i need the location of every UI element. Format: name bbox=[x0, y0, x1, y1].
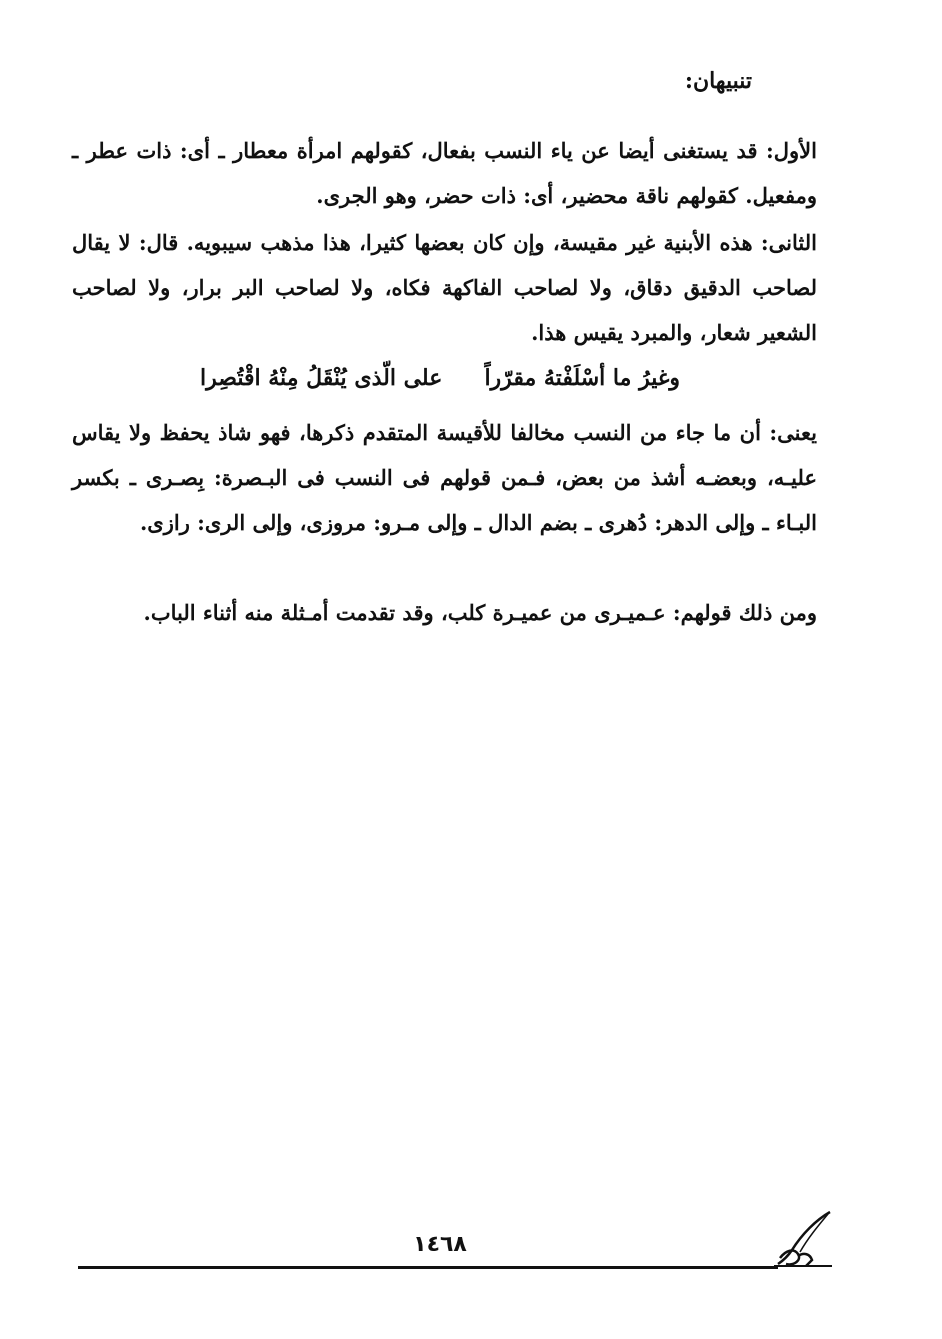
verse-second-hemistich: على الّذى يُنْقَلُ مِنْهُ اقْتُصِرا bbox=[200, 365, 443, 391]
term-first: الأول: bbox=[766, 138, 817, 163]
verse-line bbox=[200, 356, 680, 401]
paragraph-closing-text: ومن ذلك قولهم: عـميـرى من عميـرة كلب، وقد تقدمت أمـثلة منه أثناء الباب. bbox=[143, 600, 817, 625]
paragraph-first-text: قد يستغنى أيضا عن ياء النسب بفعال، كقولهم امرأة معطار ـ أى: ذات عطر ـ ومفعيل. كقولهم ناقة محضير، أى: ذات حضر، وهو الجرى. bbox=[72, 138, 817, 208]
verse-first-hemistich: وغيرُ ما أسْلَفْتهُ مقرّراً bbox=[484, 365, 680, 391]
publisher-quill-logo-icon bbox=[772, 1210, 834, 1268]
section-heading: تنبيهان: bbox=[684, 68, 752, 94]
paragraph-second-text: هذه الأبنية غير مقيسة، وإن كان بعضها كثيرا، هذا مذهب سيبويه. قال: لا يقال لصاحب الدقيق دقاق، ولا لصاحب الفاكهة فكاه، ولا لصاحب البر برار، ولا لصاحب الشعير شعار، والمبرد يقيس هذا. bbox=[72, 230, 817, 345]
paragraph-explanation-text: يعنى: أن ما جاء من النسب مخالفا للأقيسة المتقدم ذكرها، فهو شاذ يحفظ ولا يقاس عليـه، وبعضـه أشذ من بعض، فـمن قولهم فى النسب فى البـصرة: بِصـرى ـ بكسر البـاء ـ وإلى الدهر: دُهرى ـ بضم الدال ـ وإلى مـرو: مروزى، وإلى الرى: رازى. bbox=[72, 420, 817, 535]
page-number: ١٤٦٨ bbox=[413, 1232, 467, 1257]
footer-divider bbox=[78, 1266, 778, 1269]
term-second: الثانى: bbox=[760, 230, 817, 255]
paragraph-second-note bbox=[72, 220, 817, 355]
paragraph-closing bbox=[72, 590, 817, 635]
paragraph-explanation bbox=[72, 410, 817, 545]
paragraph-first-note bbox=[72, 128, 817, 218]
